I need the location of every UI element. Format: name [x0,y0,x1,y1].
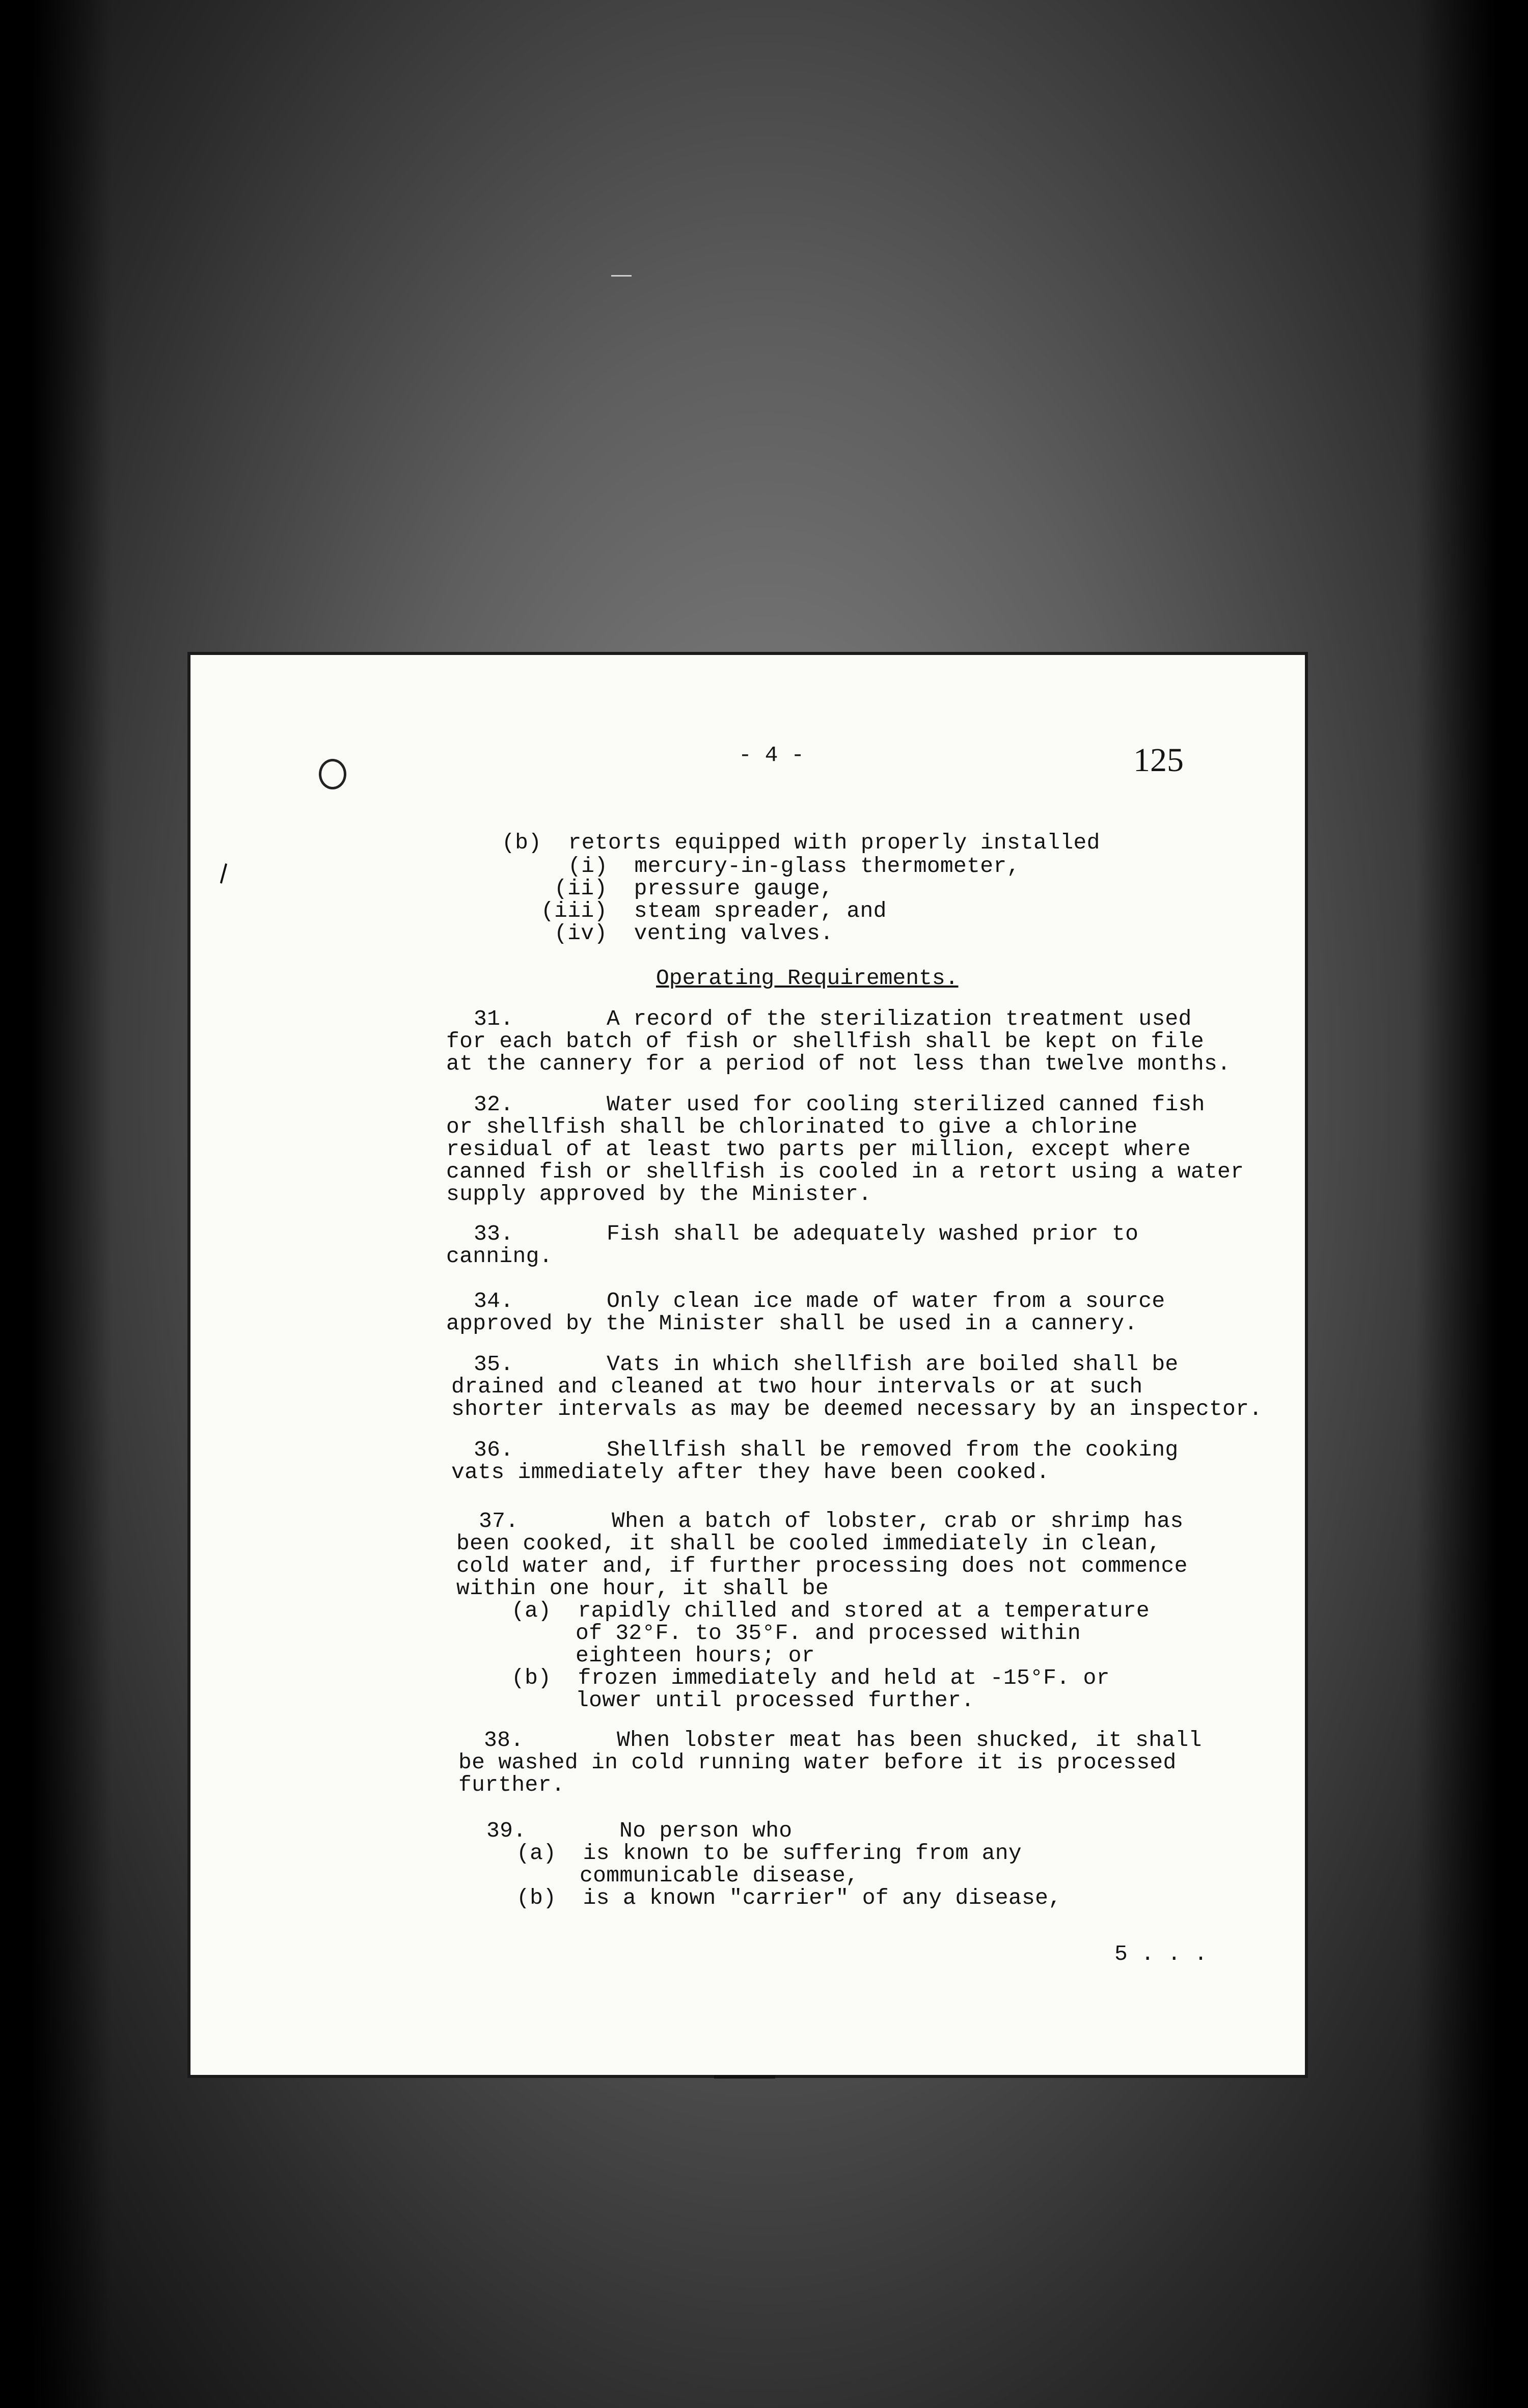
scan-speck-icon [714,2075,775,2078]
text-line: (a) rapidly chilled and stored at a temperature [511,1598,1150,1623]
text-line: residual of at least two parts per million, except where [446,1137,1191,1162]
text-line: at the cannery for a period of not less than twelve months. [446,1051,1231,1076]
text-line: canning. [446,1244,553,1269]
scan-edge-left [31,0,112,2408]
scan-speck-icon [611,275,632,277]
text-line: 36. Shellfish shall be removed from the cooking [474,1437,1179,1462]
text-line: vats immediately after they have been cooked. [451,1460,1050,1485]
text-line: supply approved by the Minister. [446,1182,872,1207]
text-line: 37. When a batch of lobster, crab or shrimp has [479,1509,1184,1534]
text-line: (i) mercury-in-glass thermometer, [568,854,1020,879]
text-line: (b) retorts equipped with properly installed [502,830,1100,855]
page-number: 125 [1133,742,1184,779]
text-line: communicable disease, [580,1863,859,1888]
text-line: been cooked, it shall be cooled immediately in clean, [456,1531,1161,1556]
text-line: shorter intervals as may be deemed necessary by an inspector. [451,1397,1263,1421]
text-line: (iii) steam spreader, and [541,898,887,923]
text-line: (ii) pressure gauge, [554,876,834,901]
text-line: (b) is a known "carrier" of any disease, [516,1885,1062,1910]
scan-edge-right [1416,0,1497,2408]
text-line: (a) is known to be suffering from any [516,1841,1022,1866]
text-line: approved by the Minister shall be used in a cannery. [446,1311,1138,1336]
text-line: cold water and, if further processing does not commence [456,1553,1188,1578]
text-line: canned fish or shellfish is cooled in a retort using a water [446,1159,1244,1184]
text-line: for each batch of fish or shellfish shall be kept on file [446,1029,1204,1054]
text-line: or shellfish shall be chlorinated to give a chlorine [446,1114,1138,1139]
text-line: eighteen hours; or [576,1643,815,1668]
text-line: 32. Water used for cooling sterilized canned fish [474,1092,1205,1117]
text-line: lower until processed further. [576,1688,975,1713]
text-line: 31. A record of the sterilization treatment used [474,1006,1192,1031]
section-heading: Operating Requirements. [656,966,959,991]
text-line: (b) frozen immediately and held at -15°F. or [511,1665,1110,1690]
text-line: be washed in cold running water before it is processed [458,1750,1177,1775]
text-line: 39. No person who [486,1818,793,1843]
text-line: 38. When lobster meat has been shucked, it shall [484,1728,1202,1753]
text-line: drained and cleaned at two hour intervals or at such [451,1374,1143,1399]
text-line: 33. Fish shall be adequately washed prior to [474,1221,1139,1246]
page-footer: 5 . . . [1114,1941,1208,1966]
page-marker: - 4 - [739,743,805,768]
text-line: 34. Only clean ice made of water from a source [474,1289,1165,1314]
text-line: within one hour, it shall be [456,1576,829,1601]
punch-hole-icon [319,759,346,789]
text-line: 35. Vats in which shellfish are boiled shall be [474,1352,1179,1377]
text-line: of 32°F. to 35°F. and processed within [576,1621,1081,1646]
text-line: (iv) venting valves. [554,921,834,946]
text-line: further. [458,1772,565,1797]
